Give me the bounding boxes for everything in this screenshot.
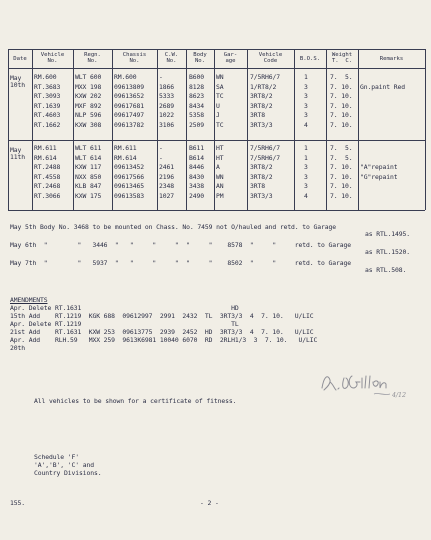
col-rule: [425, 49, 426, 210]
body-no-cell: 8623: [189, 92, 204, 101]
note-line: May 6th " " 3446 " " " " " " 8578 " " retd. to Garage: [10, 241, 352, 249]
cw-no-cell: 2461: [159, 163, 174, 172]
vehicle-no-cell: RT.1639: [34, 101, 61, 110]
vehicle-no-cell: RT.3093: [34, 92, 61, 101]
garage-cell: J: [216, 111, 220, 120]
col-rule: [294, 49, 295, 210]
bos-cell: 3: [304, 163, 308, 172]
vehicle-code-cell: 3RT8: [250, 182, 265, 191]
col-rule: [8, 49, 9, 210]
remarks-cell: "G"repaint: [360, 172, 398, 181]
header-remarks: Remarks: [379, 56, 404, 62]
body-no-cell: B600: [189, 73, 204, 81]
chassis-no-cell: RM.614: [114, 153, 137, 162]
chassis-no-cell: 09617566: [114, 172, 144, 181]
regn-no-cell: KLB 847: [75, 182, 102, 191]
header-garage: Gar- age: [223, 52, 238, 64]
chassis-no-cell: 09613652: [114, 92, 144, 101]
garage-cell: WN: [216, 73, 224, 81]
amendments-heading: AMENDMENTS: [10, 296, 48, 304]
bos-cell: 3: [304, 101, 308, 110]
vehicle-code-cell: 3RT3/3: [250, 192, 273, 200]
page-reference: 155.: [10, 499, 25, 507]
header-vehicle-code: Vehicle Code: [258, 52, 283, 64]
weight-cell: 7. 10.: [330, 111, 353, 120]
col-rule: [112, 49, 113, 210]
weight-cell: 7. 5.: [330, 144, 353, 152]
footer-note: All vehicles to be shown for a certificate of fitness.: [34, 397, 237, 405]
regn-no-cell: MXX 198: [75, 82, 102, 91]
weight-cell: 7. 10.: [330, 121, 353, 129]
garage-cell: U: [216, 101, 220, 110]
col-rule: [73, 49, 74, 210]
cw-no-cell: 5333: [159, 92, 174, 101]
body-no-cell: B614: [189, 153, 204, 162]
vehicle-no-cell: RT.3066: [34, 192, 61, 200]
chassis-no-cell: 09613583: [114, 192, 144, 200]
col-rule: [157, 49, 158, 210]
vehicle-code-cell: 3RT8/2: [250, 163, 273, 172]
weight-cell: 7. 10.: [330, 192, 353, 200]
vehicle-code-cell: 3RT8/2: [250, 172, 273, 181]
vehicle-code-cell: 3RT3/3: [250, 121, 273, 129]
bos-cell: 4: [304, 192, 308, 200]
date-cell: May 11th: [10, 146, 25, 161]
remarks-cell: Gn.paint Red: [360, 82, 405, 91]
col-rule: [32, 49, 33, 210]
body-no-cell: B611: [189, 144, 204, 152]
header-vehicle-no: Vehicle No.: [40, 52, 65, 64]
body-no-cell: 8446: [189, 163, 204, 172]
cw-no-cell: -: [159, 144, 163, 152]
header-bos: B.O.S.: [299, 56, 321, 62]
vehicle-no-cell: RT.4558: [34, 172, 61, 181]
amendment-line: 20th: [10, 344, 25, 352]
col-rule: [358, 49, 359, 210]
chassis-no-cell: 09613452: [114, 163, 144, 172]
vehicle-no-cell: RT.4603: [34, 111, 61, 120]
regn-no-cell: KXW 202: [75, 92, 102, 101]
chassis-no-cell: 09613465: [114, 182, 144, 191]
header-date: Date: [13, 56, 27, 62]
weight-cell: 7. 10.: [330, 182, 353, 191]
vehicle-no-cell: RT.2488: [34, 163, 61, 172]
bos-cell: 3: [304, 92, 308, 101]
bos-cell: 4: [304, 121, 308, 129]
regn-no-cell: WLT 600: [75, 73, 102, 81]
garage-cell: PM: [216, 192, 224, 200]
cw-no-cell: 2196: [159, 172, 174, 181]
date-cell: May 10th: [10, 74, 25, 89]
garage-cell: TC: [216, 92, 224, 101]
weight-cell: 7. 10.: [330, 172, 353, 181]
note-line: as RTL.1520.: [365, 248, 410, 256]
note-line: as RTL.508.: [365, 266, 407, 274]
amendment-line: 15th Add RT.1219 KGK 688 09612997 2991 2432 TL 3RT3/3 4 7. 10. U/LIC: [10, 312, 314, 320]
bos-cell: 3: [304, 182, 308, 191]
body-no-cell: 2509: [189, 121, 204, 129]
body-no-cell: 3438: [189, 182, 204, 191]
bos-cell: 1: [304, 144, 308, 152]
weight-cell: 7. 10.: [330, 82, 353, 91]
vehicle-code-cell: 1/RT8/2: [250, 82, 277, 91]
vehicle-code-cell: 3RT8/2: [250, 92, 273, 101]
regn-no-cell: WLT 611: [75, 144, 102, 152]
regn-no-cell: KXW 175: [75, 192, 102, 200]
garage-cell: SA: [216, 82, 224, 91]
vehicle-no-cell: RM.611: [34, 144, 57, 152]
table-top-rule: [8, 49, 425, 50]
bos-cell: 3: [304, 82, 308, 91]
amendment-line: Apr. Add RLH.59 MXX 259 9613K6981 10040 6070 RD 2RLH1/3 3 7. 10. U/LIC: [10, 336, 318, 344]
body-no-cell: 2490: [189, 192, 204, 200]
vehicle-code-cell: 7/5RH6/7: [250, 144, 280, 152]
vehicle-code-cell: 3RT8/2: [250, 101, 273, 110]
chassis-no-cell: 09617681: [114, 101, 144, 110]
note-line: May 7th " " 5937 " " " " " " 8502 " " retd. to Garage: [10, 259, 352, 267]
col-rule: [326, 49, 327, 210]
amendment-line: 21st Add RT.1631 KXW 253 09613775 2939 2452 HD 3RT3/3 4 7. 10. U/LIC: [10, 328, 314, 336]
vehicle-code-cell: 7/5RH6/7: [250, 73, 280, 81]
amendment-line: Apr. Delete RT.1219 TL: [10, 320, 239, 328]
weight-cell: 7. 5.: [330, 153, 353, 162]
body-no-cell: 8430: [189, 172, 204, 181]
vehicle-no-cell: RM.614: [34, 153, 57, 162]
weight-cell: 7. 10.: [330, 101, 353, 110]
header-chassis-no: Chassis No.: [122, 52, 147, 64]
header-weight: Weight T. C.: [331, 52, 353, 64]
vehicle-code-cell: 7/5RH6/7: [250, 153, 280, 162]
col-rule: [247, 49, 248, 210]
chassis-no-cell: 09617497: [114, 111, 144, 120]
table-group-rule: [8, 140, 425, 141]
table-bottom-rule: [8, 210, 425, 211]
chassis-no-cell: 09613809: [114, 82, 144, 91]
schedule-line: Country Divisions.: [34, 469, 102, 477]
garage-cell: A: [216, 163, 220, 172]
garage-cell: HT: [216, 144, 224, 152]
vehicle-code-cell: 3RT8: [250, 111, 265, 120]
schedule-line: 'A','B', 'C' and: [34, 461, 94, 469]
note-line: May 5th Body No. 3468 to be mounted on Chass. No. 7459 not O/hauled and retd. to Garage: [10, 223, 337, 231]
col-rule: [214, 49, 215, 210]
signature-note: 4/12: [392, 391, 406, 399]
weight-cell: 7. 10.: [330, 163, 353, 172]
cw-no-cell: 3106: [159, 121, 174, 129]
note-line: as RTL.1495.: [365, 230, 410, 238]
regn-no-cell: KXW 117: [75, 163, 102, 172]
cw-no-cell: -: [159, 153, 163, 162]
chassis-no-cell: RM.611: [114, 144, 137, 152]
regn-no-cell: WLT 614: [75, 153, 102, 162]
regn-no-cell: NLP 596: [75, 111, 102, 120]
garage-cell: HT: [216, 153, 224, 162]
header-body-no: Body No.: [193, 52, 207, 64]
garage-cell: AN: [216, 182, 224, 191]
header-cw-no: C.W. No.: [164, 52, 179, 64]
weight-cell: 7. 5.: [330, 73, 353, 81]
cw-no-cell: 1022: [159, 111, 174, 120]
page-number: - 2 -: [200, 499, 219, 507]
remarks-cell: "A"repaint: [360, 163, 398, 172]
body-no-cell: 8434: [189, 101, 204, 110]
garage-cell: TC: [216, 121, 224, 129]
vehicle-no-cell: RT.1662: [34, 121, 61, 129]
vehicle-no-cell: RM.600: [34, 73, 57, 81]
amendment-line: Apr. Delete RT.1631 HD: [10, 304, 239, 312]
cw-no-cell: 2348: [159, 182, 174, 191]
regn-no-cell: KXW 308: [75, 121, 102, 129]
bos-cell: 3: [304, 172, 308, 181]
header-regn-no: Regn. No.: [84, 52, 101, 64]
cw-no-cell: 1866: [159, 82, 174, 91]
col-rule: [186, 49, 187, 210]
body-no-cell: 5358: [189, 111, 204, 120]
regn-no-cell: MXF 892: [75, 101, 102, 110]
body-no-cell: 8128: [189, 82, 204, 91]
bos-cell: 3: [304, 111, 308, 120]
vehicle-no-cell: RT.3683: [34, 82, 61, 91]
regn-no-cell: NXX 850: [75, 172, 102, 181]
chassis-no-cell: RM.600: [114, 73, 137, 81]
bos-cell: 1: [304, 153, 308, 162]
cw-no-cell: 1027: [159, 192, 174, 200]
garage-cell: WN: [216, 172, 224, 181]
schedule-line: Schedule 'F': [34, 453, 79, 461]
cw-no-cell: 2689: [159, 101, 174, 110]
cw-no-cell: -: [159, 73, 163, 81]
weight-cell: 7. 10.: [330, 92, 353, 101]
table-header-rule: [8, 68, 425, 69]
vehicle-no-cell: RT.2468: [34, 182, 61, 191]
handwritten-signature: [318, 366, 398, 402]
chassis-no-cell: 09613782: [114, 121, 144, 129]
bos-cell: 1: [304, 73, 308, 81]
